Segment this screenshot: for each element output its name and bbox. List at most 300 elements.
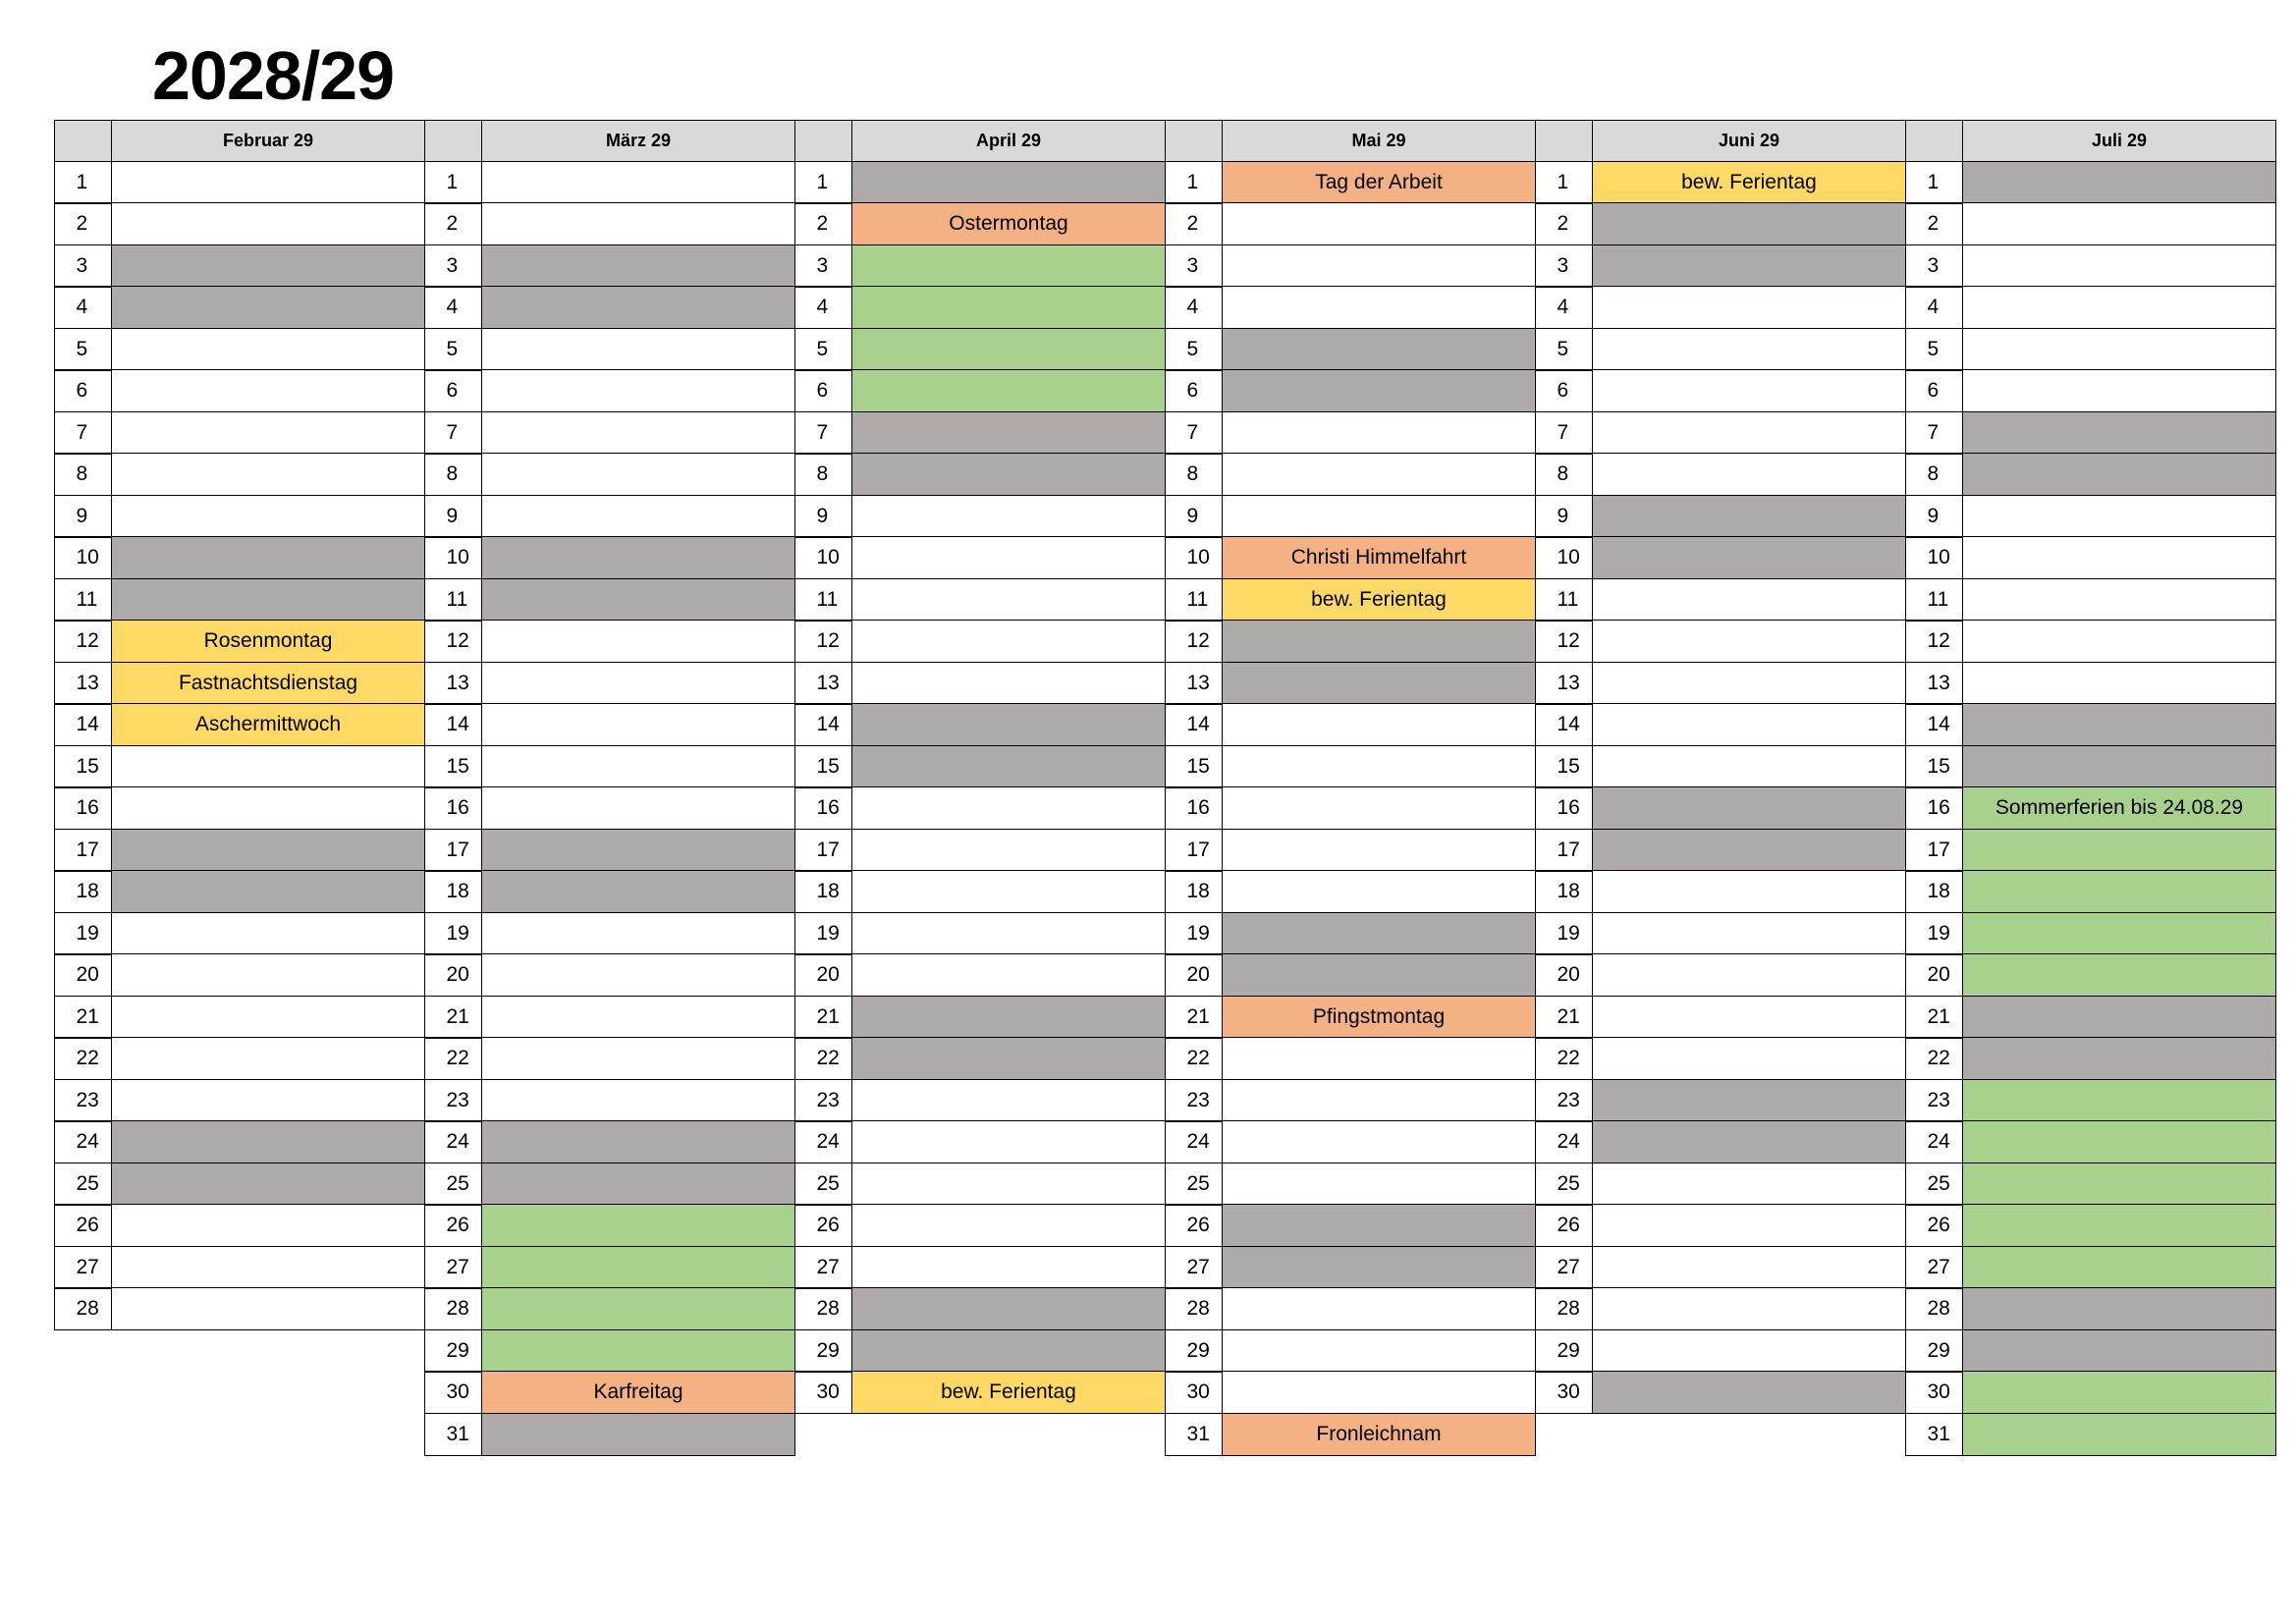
- day-event: [481, 1413, 795, 1456]
- day-event: [1222, 453, 1536, 496]
- day-number: 28: [1165, 1287, 1224, 1330]
- day-number: 28: [424, 1287, 483, 1330]
- day-row: [795, 496, 1166, 538]
- day-row: [55, 622, 425, 664]
- day-event: Ostermontag: [851, 202, 1166, 245]
- day-number: 16: [424, 786, 483, 830]
- day-number: 8: [54, 453, 113, 496]
- day-row: [1906, 746, 2276, 788]
- day-row: [55, 1289, 425, 1331]
- day-event: [1962, 161, 2276, 204]
- day-event: [1592, 244, 1906, 288]
- day-number: 16: [54, 786, 113, 830]
- day-number: 11: [1535, 578, 1594, 622]
- day-number: 12: [794, 620, 853, 663]
- day-event: [111, 1120, 425, 1163]
- day-row: [1166, 245, 1536, 288]
- day-number: 10: [1165, 536, 1224, 579]
- day-row: [1906, 1122, 2276, 1164]
- day-event: [1962, 1120, 2276, 1163]
- day-row: [795, 997, 1166, 1039]
- day-number: 26: [1905, 1204, 1964, 1247]
- day-row: [1536, 913, 1906, 955]
- day-row: [795, 288, 1166, 330]
- day-event: [1222, 703, 1536, 746]
- day-row: [795, 204, 1166, 246]
- day-row: [1906, 830, 2276, 872]
- day-event: [851, 745, 1166, 788]
- day-event: [1592, 996, 1906, 1039]
- day-event: [1222, 286, 1536, 329]
- day-number: 12: [54, 620, 113, 663]
- day-number: 17: [794, 829, 853, 872]
- day-number: 5: [54, 328, 113, 371]
- day-number: 26: [1535, 1204, 1594, 1247]
- day-event: [481, 161, 795, 204]
- day-event: [1592, 1371, 1906, 1414]
- day-row: [1906, 204, 2276, 246]
- day-number: 14: [1535, 703, 1594, 746]
- day-row: [425, 622, 795, 664]
- day-row: [425, 496, 795, 538]
- day-event: [111, 578, 425, 622]
- day-row: [55, 496, 425, 538]
- day-row: [1536, 412, 1906, 455]
- day-number: 18: [794, 870, 853, 913]
- day-number: 14: [54, 703, 113, 746]
- day-row: [1906, 913, 2276, 955]
- day-row: [1906, 663, 2276, 705]
- day-row: [795, 913, 1166, 955]
- day-row: [1906, 1330, 2276, 1373]
- day-event: [851, 1163, 1166, 1206]
- day-event: [1222, 202, 1536, 245]
- day-number: 11: [794, 578, 853, 622]
- day-event: Pfingstmontag: [1222, 996, 1536, 1039]
- day-number: 24: [54, 1120, 113, 1163]
- day-row: [55, 705, 425, 747]
- day-event: [1962, 745, 2276, 788]
- day-number: 13: [794, 662, 853, 705]
- month-header-row: [1906, 121, 2276, 162]
- month-name: Juli 29: [1962, 120, 2276, 163]
- day-number: 2: [1165, 202, 1224, 245]
- day-event: [1592, 953, 1906, 997]
- day-event: [481, 495, 795, 538]
- day-row: [55, 872, 425, 914]
- day-row: [1536, 1206, 1906, 1248]
- day-event: [1592, 912, 1906, 955]
- day-row: [1166, 622, 1536, 664]
- day-number: 10: [1905, 536, 1964, 579]
- day-event: [481, 202, 795, 245]
- day-row: [1166, 371, 1536, 413]
- month-header-row: [1536, 121, 1906, 162]
- day-row: [1536, 955, 1906, 998]
- day-event: [1962, 912, 2276, 955]
- day-event: [1592, 1287, 1906, 1330]
- day-row: [795, 872, 1166, 914]
- day-number: 22: [1905, 1037, 1964, 1080]
- day-event: [111, 1163, 425, 1206]
- day-event: [481, 786, 795, 830]
- day-number: 25: [424, 1163, 483, 1206]
- day-event: [111, 1287, 425, 1330]
- day-row: [1166, 1330, 1536, 1373]
- day-number: 18: [424, 870, 483, 913]
- day-row: [55, 455, 425, 497]
- day-row: [425, 705, 795, 747]
- day-event: [111, 161, 425, 204]
- day-row: [55, 1247, 425, 1289]
- day-event: [111, 244, 425, 288]
- day-number: 16: [794, 786, 853, 830]
- day-number: 7: [424, 411, 483, 455]
- day-event: [1222, 1371, 1536, 1414]
- header-day-cell: [1535, 120, 1594, 163]
- month-column: [1906, 121, 2276, 1456]
- day-event: [481, 1204, 795, 1247]
- day-event: [1222, 912, 1536, 955]
- day-event: [111, 369, 425, 412]
- day-row: [1166, 955, 1536, 998]
- day-number: 28: [794, 1287, 853, 1330]
- day-row: [1906, 1080, 2276, 1122]
- day-row: [795, 788, 1166, 831]
- day-row: [55, 1206, 425, 1248]
- day-row: [1536, 245, 1906, 288]
- day-row: [1536, 455, 1906, 497]
- day-number: 15: [1905, 745, 1964, 788]
- header-day-cell: [1165, 120, 1224, 163]
- day-row: [1166, 1414, 1536, 1456]
- day-number: 16: [1165, 786, 1224, 830]
- day-number: 27: [54, 1246, 113, 1289]
- day-event: [481, 996, 795, 1039]
- month-header-row: [1166, 121, 1536, 162]
- day-row: [1536, 204, 1906, 246]
- day-row: [1906, 622, 2276, 664]
- day-number: 7: [1905, 411, 1964, 455]
- day-event: [481, 244, 795, 288]
- day-number: 3: [1535, 244, 1594, 288]
- day-row: [1536, 1039, 1906, 1081]
- day-number: 9: [1905, 495, 1964, 538]
- day-number: 4: [1535, 286, 1594, 329]
- day-event: [481, 578, 795, 622]
- day-row: [1166, 538, 1536, 580]
- day-event: [481, 953, 795, 997]
- day-event: [851, 662, 1166, 705]
- day-number: 18: [1535, 870, 1594, 913]
- day-row: [55, 913, 425, 955]
- day-number: 27: [1165, 1246, 1224, 1289]
- day-number: 9: [54, 495, 113, 538]
- day-row: [425, 371, 795, 413]
- day-event: [1962, 411, 2276, 455]
- day-row: [1166, 496, 1536, 538]
- day-number: 2: [1905, 202, 1964, 245]
- day-event: Fronleichnam: [1222, 1413, 1536, 1456]
- day-event: [1962, 578, 2276, 622]
- day-event: [851, 1246, 1166, 1289]
- day-row: [795, 663, 1166, 705]
- day-event: [1962, 870, 2276, 913]
- day-number: 23: [54, 1079, 113, 1122]
- day-row: [1906, 788, 2276, 831]
- day-event: [111, 1246, 425, 1289]
- day-row: [795, 1247, 1166, 1289]
- day-row: [1536, 496, 1906, 538]
- day-event: bew. Ferientag: [1592, 161, 1906, 204]
- day-row: [1906, 955, 2276, 998]
- day-number: 28: [54, 1287, 113, 1330]
- day-number: 26: [54, 1204, 113, 1247]
- day-event: Fastnachtsdienstag: [111, 662, 425, 705]
- day-number: 29: [794, 1329, 853, 1373]
- day-row: [1536, 162, 1906, 204]
- day-row: [425, 663, 795, 705]
- day-event: [1592, 536, 1906, 579]
- day-event: [1222, 328, 1536, 371]
- day-row: [1166, 1289, 1536, 1331]
- day-number: 17: [1535, 829, 1594, 872]
- day-event: [851, 536, 1166, 579]
- day-event: [851, 161, 1166, 204]
- day-number: 11: [424, 578, 483, 622]
- day-row: [795, 162, 1166, 204]
- day-row: [55, 204, 425, 246]
- day-number: 26: [794, 1204, 853, 1247]
- day-event: [1962, 1329, 2276, 1373]
- day-row: [795, 1080, 1166, 1122]
- day-event: [1222, 953, 1536, 997]
- day-event: [1962, 1413, 2276, 1456]
- day-event: [1962, 202, 2276, 245]
- day-event: [481, 286, 795, 329]
- day-row: [795, 455, 1166, 497]
- day-event: [1592, 870, 1906, 913]
- day-number: 1: [54, 161, 113, 204]
- day-number: 31: [1165, 1413, 1224, 1456]
- day-row: [425, 997, 795, 1039]
- day-row: [1906, 455, 2276, 497]
- day-event: [1962, 1246, 2276, 1289]
- day-row: [1166, 830, 1536, 872]
- day-row: [795, 579, 1166, 622]
- day-event: [481, 369, 795, 412]
- day-row: [795, 622, 1166, 664]
- day-number: 8: [1905, 453, 1964, 496]
- day-event: [851, 286, 1166, 329]
- day-number: 15: [424, 745, 483, 788]
- day-row: [1536, 1289, 1906, 1331]
- day-number: 6: [424, 369, 483, 412]
- day-event: [1592, 369, 1906, 412]
- day-event: [1592, 453, 1906, 496]
- day-event: [1962, 662, 2276, 705]
- day-row: [1536, 872, 1906, 914]
- day-event: [111, 536, 425, 579]
- day-number: 8: [794, 453, 853, 496]
- day-row: [425, 1122, 795, 1164]
- day-row: [1906, 245, 2276, 288]
- day-number: 10: [424, 536, 483, 579]
- day-event: [1222, 1204, 1536, 1247]
- day-row: [1166, 997, 1536, 1039]
- day-event: [851, 703, 1166, 746]
- day-number: 1: [1905, 161, 1964, 204]
- day-event: [1962, 328, 2276, 371]
- day-row: [1906, 1373, 2276, 1415]
- day-number: 2: [54, 202, 113, 245]
- day-number: 6: [794, 369, 853, 412]
- day-row: [1536, 579, 1906, 622]
- day-number: 2: [424, 202, 483, 245]
- day-row: [1536, 705, 1906, 747]
- day-row: [55, 162, 425, 204]
- day-event: [1962, 1079, 2276, 1122]
- day-number: 8: [1165, 453, 1224, 496]
- day-event: Christi Himmelfahrt: [1222, 536, 1536, 579]
- day-number: 7: [1165, 411, 1224, 455]
- day-event: [1222, 662, 1536, 705]
- day-row: [1166, 1039, 1536, 1081]
- day-row: [795, 1122, 1166, 1164]
- day-event: [1962, 703, 2276, 746]
- day-number: 5: [794, 328, 853, 371]
- day-event: [481, 745, 795, 788]
- day-number: 10: [54, 536, 113, 579]
- day-event: [111, 996, 425, 1039]
- day-number: 28: [1535, 1287, 1594, 1330]
- day-row: [795, 538, 1166, 580]
- day-row: [1166, 788, 1536, 831]
- day-event: [1962, 453, 2276, 496]
- day-row: [1536, 329, 1906, 371]
- day-event: [1592, 286, 1906, 329]
- day-event: [851, 870, 1166, 913]
- day-row: [425, 746, 795, 788]
- day-row: [1166, 288, 1536, 330]
- day-event: bew. Ferientag: [851, 1371, 1166, 1414]
- day-event: [1222, 829, 1536, 872]
- day-row: [1906, 1039, 2276, 1081]
- day-number: 30: [1535, 1371, 1594, 1414]
- day-number: 23: [424, 1079, 483, 1122]
- day-event: [1592, 786, 1906, 830]
- day-event: [111, 202, 425, 245]
- day-number: 14: [1165, 703, 1224, 746]
- day-row: [795, 412, 1166, 455]
- month-header-row: [795, 121, 1166, 162]
- day-row: [1906, 872, 2276, 914]
- day-number: 20: [1535, 953, 1594, 997]
- day-number: 27: [1535, 1246, 1594, 1289]
- day-number: 12: [1905, 620, 1964, 663]
- day-event: [1962, 829, 2276, 872]
- day-number: 21: [1535, 996, 1594, 1039]
- month-name: Juni 29: [1592, 120, 1906, 163]
- day-number: 12: [1165, 620, 1224, 663]
- day-row: [1906, 579, 2276, 622]
- day-event: [1222, 786, 1536, 830]
- day-event: [1592, 1163, 1906, 1206]
- day-number: 28: [1905, 1287, 1964, 1330]
- day-event: [1962, 620, 2276, 663]
- day-event: [481, 1037, 795, 1080]
- day-row: [55, 997, 425, 1039]
- day-number: 9: [424, 495, 483, 538]
- day-event: [851, 953, 1166, 997]
- day-row: [1166, 1122, 1536, 1164]
- day-number: 27: [794, 1246, 853, 1289]
- day-event: [851, 912, 1166, 955]
- day-number: 27: [424, 1246, 483, 1289]
- day-event: [1222, 745, 1536, 788]
- day-number: 18: [1905, 870, 1964, 913]
- day-event: [1962, 1287, 2276, 1330]
- day-event: [1222, 411, 1536, 455]
- day-event: [1592, 328, 1906, 371]
- day-event: [1592, 1204, 1906, 1247]
- day-number: 24: [1165, 1120, 1224, 1163]
- day-row: [1536, 1373, 1906, 1415]
- day-number: 5: [1535, 328, 1594, 371]
- day-event: [1962, 244, 2276, 288]
- day-row: [1906, 997, 2276, 1039]
- day-number: 20: [1165, 953, 1224, 997]
- day-row: [1536, 1330, 1906, 1373]
- day-event: [851, 495, 1166, 538]
- day-row: [425, 538, 795, 580]
- day-row: [1906, 538, 2276, 580]
- day-number: 13: [1535, 662, 1594, 705]
- day-number: 22: [54, 1037, 113, 1080]
- day-row: [1166, 204, 1536, 246]
- day-event: [1222, 1287, 1536, 1330]
- day-row: [1166, 162, 1536, 204]
- day-event: [1962, 1371, 2276, 1414]
- day-event: [481, 1287, 795, 1330]
- day-number: 9: [1165, 495, 1224, 538]
- day-event: [1592, 1079, 1906, 1122]
- day-number: 21: [1905, 996, 1964, 1039]
- day-event: [111, 745, 425, 788]
- day-event: [851, 1329, 1166, 1373]
- day-number: 13: [1905, 662, 1964, 705]
- day-row: [1536, 1163, 1906, 1206]
- day-number: 26: [424, 1204, 483, 1247]
- day-row: [425, 204, 795, 246]
- day-row: [425, 1039, 795, 1081]
- day-number: 14: [1905, 703, 1964, 746]
- day-event: [481, 1079, 795, 1122]
- day-row: [1536, 663, 1906, 705]
- day-row: [1906, 162, 2276, 204]
- day-number: 3: [794, 244, 853, 288]
- day-row: [55, 746, 425, 788]
- day-event: [1222, 1037, 1536, 1080]
- day-event: [1222, 369, 1536, 412]
- day-number: 15: [794, 745, 853, 788]
- day-row: [795, 1163, 1166, 1206]
- day-number: 8: [1535, 453, 1594, 496]
- header-day-cell: [1905, 120, 1964, 163]
- day-event: [111, 1079, 425, 1122]
- day-row: [1536, 830, 1906, 872]
- day-number: 24: [794, 1120, 853, 1163]
